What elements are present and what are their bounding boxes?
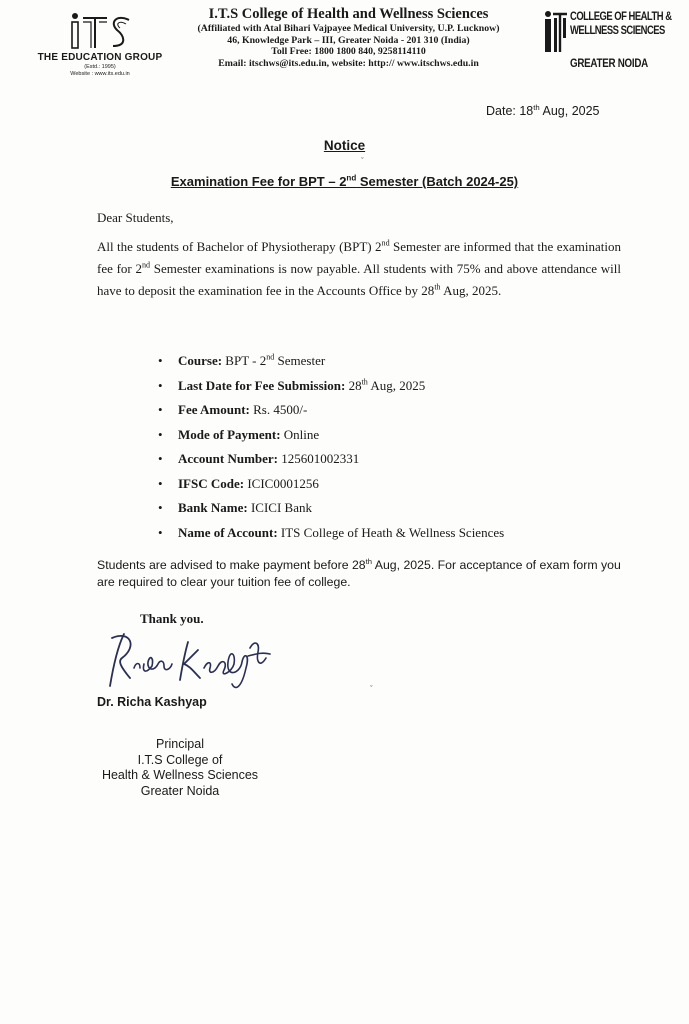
detail-label: Account Number: xyxy=(178,451,279,466)
notice-subject xyxy=(0,174,689,189)
paragraph-part3: Semester examinations is now payable. All students with 75% and above attendance will have to deposit the examination fee in the Accounts Office by 28 xyxy=(97,261,621,298)
tick-mark: ˇ xyxy=(370,684,373,693)
date-sup: th xyxy=(533,102,540,112)
designation-line3: Health & Wellness Sciences xyxy=(101,768,259,782)
subject-text xyxy=(171,174,518,189)
notice-title xyxy=(0,138,689,153)
detail-label: Fee Amount: xyxy=(178,402,250,417)
its-logo-icon xyxy=(65,12,135,50)
toll-free: Toll Free: 1800 1800 840, 9258114110 xyxy=(271,46,426,57)
advice-part1: Students are advised to make payment before 28 xyxy=(97,558,366,572)
payment-advice xyxy=(97,557,637,591)
detail-sup: th xyxy=(361,377,368,387)
advice-part2: Aug, 2025. For acceptance of exam form you are required to clear your tuition fee of college. xyxy=(97,558,621,589)
date-prefix: Date: 18 xyxy=(486,104,534,118)
detail-value: 28 xyxy=(345,377,362,393)
college-logo-line1: COLLEGE OF HEALTH & xyxy=(570,11,672,23)
designation-line2: I.T.S College of xyxy=(137,752,223,767)
detail-value: ICICI Bank xyxy=(247,500,312,515)
detail-value: BPT - 2 xyxy=(222,353,267,368)
detail-value: ICIC0001256 xyxy=(244,475,319,491)
signer-designation xyxy=(92,737,268,799)
detail-course xyxy=(158,352,504,377)
handwritten-signature xyxy=(100,628,280,698)
address: 46, Knowledge Park – III, Greater Noida - 201 310 (India) xyxy=(227,34,470,46)
designation-line1: Principal xyxy=(156,737,204,751)
college-logo-name xyxy=(570,10,672,38)
notice-paragraph xyxy=(97,236,621,302)
fee-details-list xyxy=(158,352,504,548)
detail-label: Bank Name: xyxy=(178,500,248,515)
paragraph-part1: All the students of Bachelor of Physiotherapy (BPT) 2 xyxy=(97,239,382,254)
detail-tail: Semester xyxy=(274,353,326,368)
college-logo-city: GREATER NOIDA xyxy=(570,58,648,70)
detail-value: ITS College of Heath & Wellness Sciences xyxy=(277,524,505,540)
detail-label: Course: xyxy=(178,353,223,368)
subject-sup: nd xyxy=(346,173,357,183)
date-suffix: Aug, 2025 xyxy=(539,104,600,118)
contact-info: Email: itschws@its.edu.in, website: http:// www.itschws.edu.in xyxy=(218,57,479,69)
college-logo-line2: WELLNESS SCIENCES xyxy=(570,25,665,37)
paragraph-sup1: nd xyxy=(381,238,390,248)
detail-label: IFSC Code: xyxy=(178,475,245,491)
detail-last-date xyxy=(158,377,504,402)
affiliation: (Affiliated with Atal Bihari Vajpayee Medical University, U.P. Lucknow) xyxy=(197,23,500,34)
paragraph-part4: Aug, 2025. xyxy=(440,283,502,298)
its-education-group-logo xyxy=(30,12,170,77)
detail-label: Last Date for Fee Submission: xyxy=(178,377,346,393)
detail-sup: nd xyxy=(266,352,275,362)
detail-bank-name xyxy=(158,499,504,524)
paragraph-part2: Semester are informed that the examination fee for 2 xyxy=(97,239,621,276)
notice-title-text: Notice xyxy=(323,138,366,153)
group-website: Website : www.its.edu.in xyxy=(70,71,130,77)
paragraph-sup3: th xyxy=(434,282,441,292)
tick-mark: ˇ xyxy=(361,156,364,165)
college-emblem-icon xyxy=(543,10,569,54)
letterhead xyxy=(176,6,521,69)
detail-ifsc-code xyxy=(158,475,504,500)
detail-account-name xyxy=(158,524,504,549)
detail-fee-amount xyxy=(158,401,504,426)
salutation: Dear Students, xyxy=(97,210,174,225)
subject-part1: Examination Fee for BPT – 2 xyxy=(170,174,347,189)
detail-value: Online xyxy=(280,426,320,442)
group-name: THE EDUCATION GROUP xyxy=(37,52,163,63)
detail-payment-mode xyxy=(158,426,504,451)
detail-tail: Aug, 2025 xyxy=(367,377,426,393)
established-year: (Estd.: 1995) xyxy=(84,64,116,70)
paragraph-sup2: nd xyxy=(141,260,150,270)
signer-name: Dr. Richa Kashyap xyxy=(97,695,207,709)
detail-value: Rs. 4500/- xyxy=(249,402,308,417)
closing-thanks: Thank you. xyxy=(140,611,204,626)
designation-line4: Greater Noida xyxy=(140,783,220,798)
detail-value: 125601002331 xyxy=(278,451,360,466)
detail-label: Name of Account: xyxy=(178,524,278,540)
detail-label: Mode of Payment: xyxy=(178,426,281,442)
advice-sup: th xyxy=(365,556,373,566)
subject-part2: Semester (Batch 2024-25) xyxy=(356,174,519,189)
detail-account-number xyxy=(158,450,504,475)
college-name: I.T.S College of Health and Wellness Sciences xyxy=(208,6,489,22)
notice-date xyxy=(486,104,600,118)
